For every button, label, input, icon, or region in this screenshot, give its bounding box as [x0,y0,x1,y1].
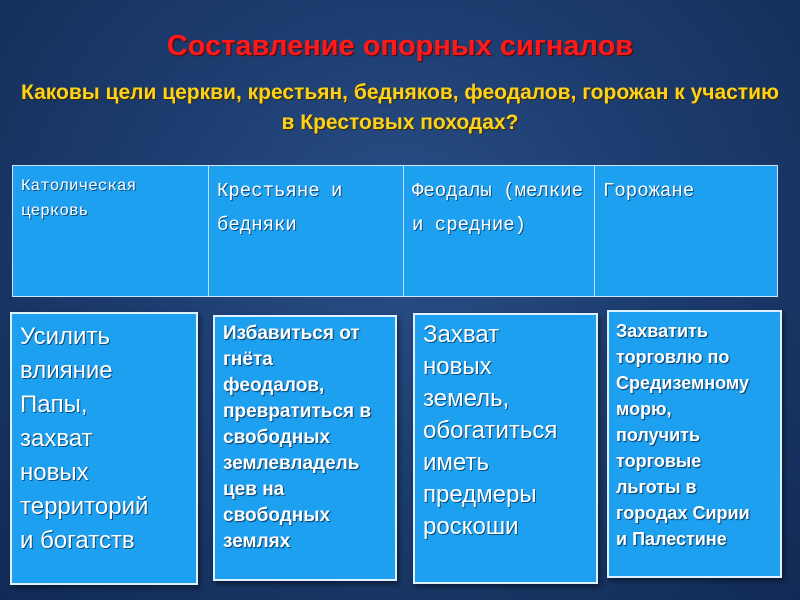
header-cell-church: Католическая церковь [13,166,209,296]
goal-box-peasants [213,315,397,581]
slide-title: Составление опорных сигналов [166,30,634,62]
header-cell-peasants: Крестьяне и бедняки [209,166,404,296]
slide-subtitle: Каковы цели церкви, крестьян, бедняков, феодалов, горожан к участию в Крестовых походах? [21,81,779,134]
goal-text-peasants: Избавиться от гнёта феодалов, превратиться в свободных землевладель цев на свободных землях [223,323,372,552]
goal-text-feudals: Захват новых земель, обогатиться иметь предмеры роскоши [423,321,558,540]
goal-box-townspeople [607,310,782,578]
goal-text-townspeople: Захватить торговлю по Средиземному морю, получить торговые льготы в городах Сирии и Палестине [616,321,750,549]
header-cell-feudals: Феодалы (мелкие и средние) [404,166,595,296]
goal-box-church [10,312,198,585]
header-table [12,165,778,297]
goal-text-church: Усилить влияние Папы, захват новых территорий и богатств [20,323,149,554]
header-cell-townspeople: Горожане [595,166,777,296]
goal-box-feudals [413,313,598,584]
